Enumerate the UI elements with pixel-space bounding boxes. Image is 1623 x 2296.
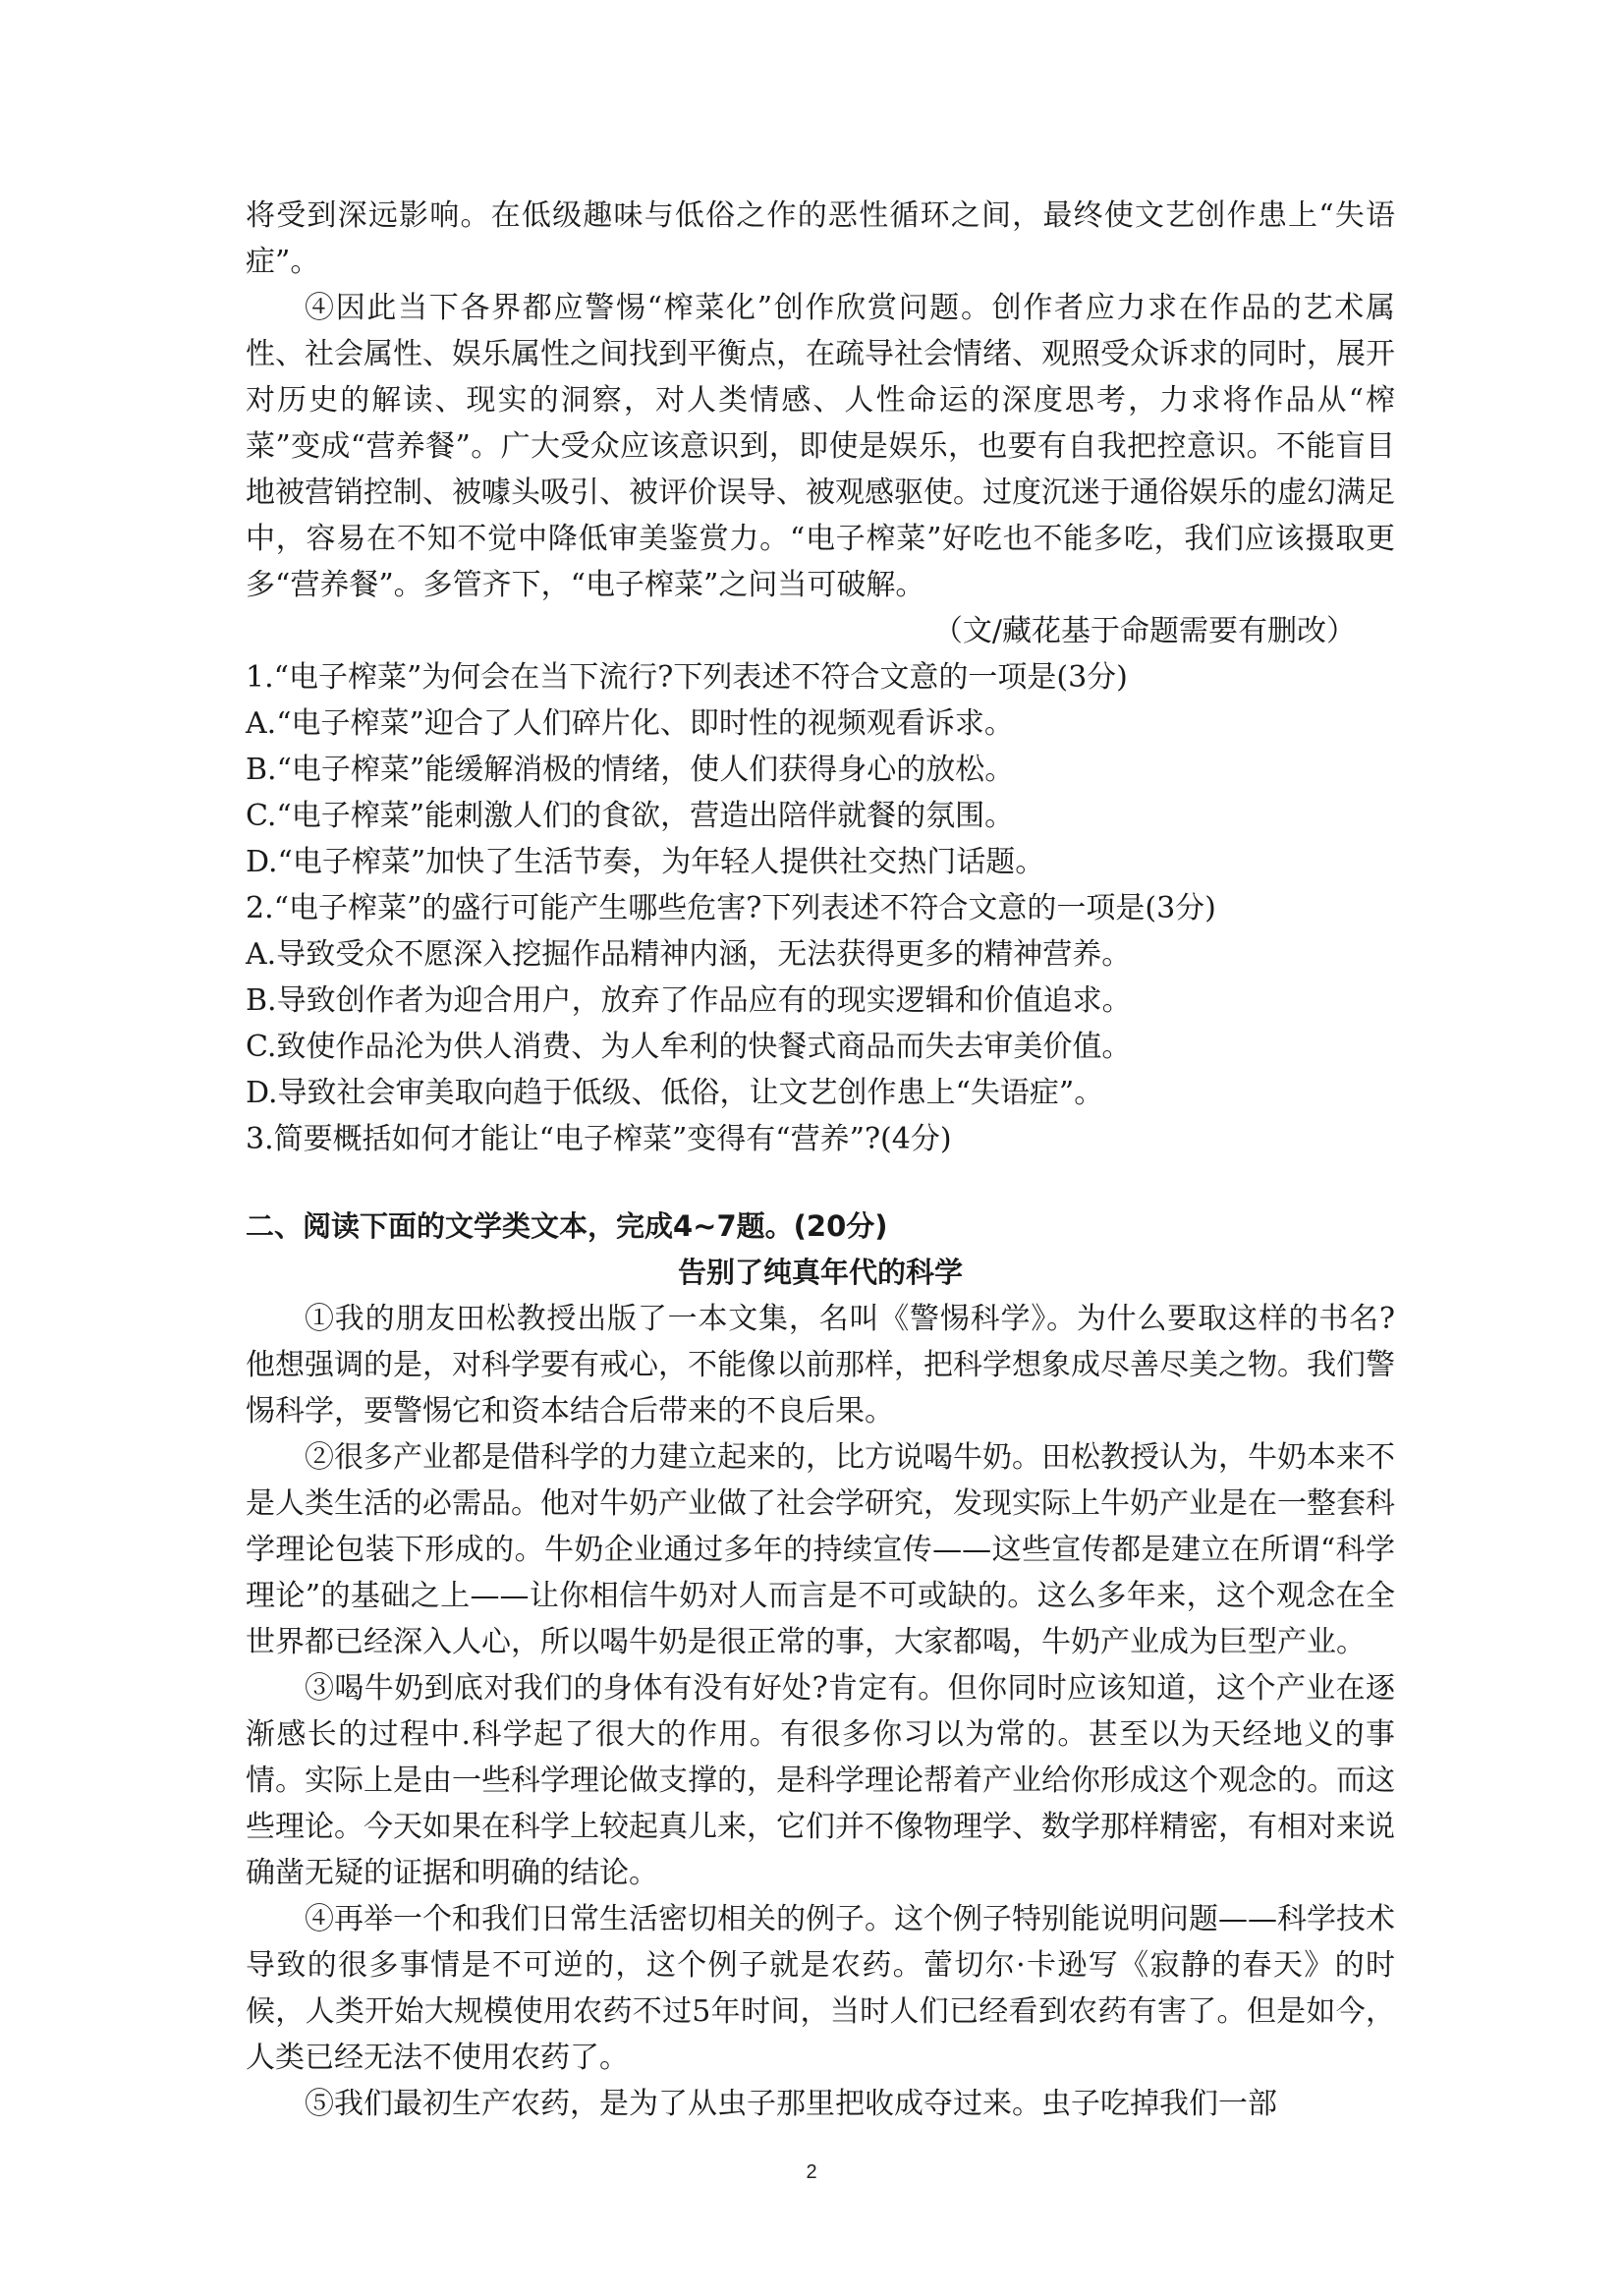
question-option: C.致使作品沦为供人消费、为人牟利的快餐式商品而失去审美价值。: [246, 1030, 1132, 1064]
question-option: B.“电子榨菜”能缓解消极的情绪，使人们获得身心的放松。: [246, 753, 1015, 787]
question-option: A.导致受众不愿深入挖掘作品精神内涵，无法获得更多的精神营养。: [246, 937, 1132, 972]
question-option: C.“电子榨菜”能刺激人们的食欲，营造出陪伴就餐的氛围。: [246, 799, 1015, 833]
article-paragraph-5: ⑤我们最初生产农药，是为了从虫子那里把收成夺过来。虫子吃掉我们一部: [305, 2087, 1277, 2121]
question-option: A.“电子榨菜”迎合了人们碎片化、即时性的视频观看诉求。: [246, 706, 1014, 741]
page-content: [246, 193, 1395, 2127]
question-option: D.“电子榨菜”加快了生活节奏，为年轻人提供社交热门话题。: [246, 845, 1045, 879]
question-1: [246, 654, 1395, 885]
question-option: D.导致社会审美取向趋于低级、低俗，让文艺创作患上“失语症”。: [246, 1076, 1104, 1110]
question-stem: 2.“电子榨菜”的盛行可能产生哪些危害?下列表述不符合文意的一项是(3分): [246, 891, 1216, 925]
passage1-paragraph-4: ④因此当下各界都应警惕“榨菜化”创作欣赏问题。创作者应力求在作品的艺术属性、社会属性、娱乐属性之间找到平衡点，在疏导社会情绪、观照受众诉求的同时，展开对历史的解读、现实的洞察，对人类情感、人性命运的深度思考，力求将作品从“榨菜”变成“营养餐”。广大受众应该意识到，即使是娱乐，也要有自我把控意识。不能盲目地被营销控制、被噱头吸引、被评价误导、被观感驱使。过度沉迷于通俗娱乐的虚幻满足中，容易在不知不觉中降低审美鉴赏力。“电子榨菜”好吃也不能多吃，我们应该摄取更多“营养餐”。多管齐下，“电子榨菜”之问当可破解。: [246, 291, 1395, 602]
passage1-source: （文/藏花基于命题需要有删改）: [932, 614, 1356, 648]
question-stem: 3.简要概括如何才能让“电子榨菜”变得有“营养”?(4分): [246, 1122, 952, 1156]
section-heading: 二、阅读下面的文学类文本，完成4~7题。(20分): [246, 1209, 888, 1243]
article-title: 告别了纯真年代的科学: [677, 1256, 963, 1289]
article-paragraph-3: ③喝牛奶到底对我们的身体有没有好处?肯定有。但你同时应该知道，这个产业在逐渐感长的过程中.科学起了很大的作用。有很多你习以为常的。甚至以为天经地义的事情。实际上是由一些科学理论做支撑的，是科学理论帮着产业给你形成这个观念的。而这些理论。今天如果在科学上较起真儿来，它们并不像物理学、数学那样精密，有相对来说确凿无疑的证据和明确的结论。: [246, 1671, 1395, 1890]
passage1-continuation: 将受到深远影响。在低级趣味与低俗之作的恶性循环之间，最终使文艺创作患上“失语症”。: [246, 198, 1395, 279]
page-number: 2: [806, 2161, 817, 2183]
question-3: [246, 1116, 1395, 1162]
question-option: B.导致创作者为迎合用户，放弃了作品应有的现实逻辑和价值追求。: [246, 983, 1132, 1018]
article-paragraph-1: ①我的朋友田松教授出版了一本文集，名叫《警惕科学》。为什么要取这样的书名?他想强调的是，对科学要有戒心，不能像以前那样，把科学想象成尽善尽美之物。我们警惕科学，要警惕它和资本结合后带来的不良后果。: [246, 1302, 1395, 1428]
question-stem: 1.“电子榨菜”为何会在当下流行?下列表述不符合文意的一项是(3分): [246, 660, 1128, 695]
article-paragraph-2: ②很多产业都是借科学的力建立起来的，比方说喝牛奶。田松教授认为，牛奶本来不是人类生活的必需品。他对牛奶产业做了社会学研究，发现实际上牛奶产业是在一整套科学理论包装下形成的。牛奶企业通过多年的持续宣传——这些宣传都是建立在所谓“科学理论”的基础之上——让你相信牛奶对人而言是不可或缺的。这么多年来，这个观念在全世界都已经深入人心，所以喝牛奶是很正常的事，大家都喝，牛奶产业成为巨型产业。: [246, 1440, 1395, 1659]
article-paragraph-4: ④再举一个和我们日常生活密切相关的例子。这个例子特别能说明问题——科学技术导致的很多事情是不可逆的，这个例子就是农药。蕾切尔·卡逊写《寂静的春天》的时候，人类开始大规模使用农药不过5年时间，当时人们已经看到农药有害了。但是如今，人类已经无法不使用农药了。: [246, 1902, 1395, 2075]
question-2: [246, 885, 1395, 1116]
